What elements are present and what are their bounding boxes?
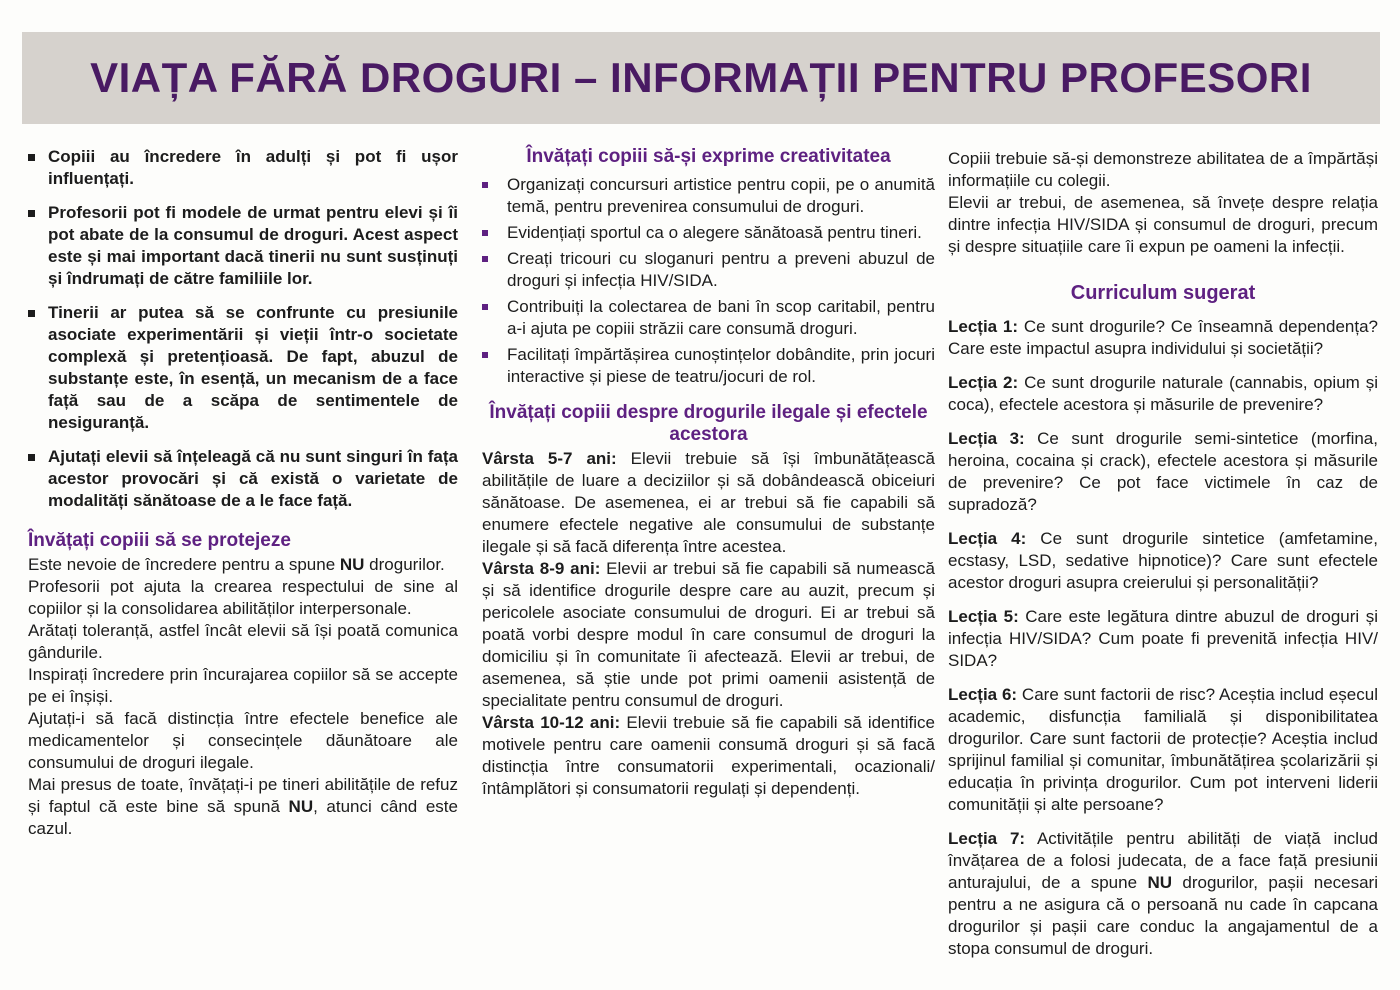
lesson-paragraph: Lecția 1: Ce sunt drogurile? Ce înseamnă dependența? Care este impactul asupra individului și societății? <box>948 317 1378 358</box>
square-bullet-icon <box>482 222 507 244</box>
paragraph: Arătați toleranță, astfel încât elevii să își poată comunica gândurile. <box>28 621 458 662</box>
bullet-item <box>482 248 935 292</box>
column-left <box>28 146 458 840</box>
lesson-label: Lecția 1: <box>948 317 1019 336</box>
bold-nu: NU <box>288 797 314 816</box>
square-bullet-icon <box>28 146 48 190</box>
column-middle <box>482 146 935 800</box>
paragraph: Mai presus de toate, învățați-i pe tineri abilitățile de refuz și faptul că este bine să spună NU, atunci când este cazul. <box>28 775 458 838</box>
bullet-text: Creați tricouri cu sloganuri pentru a preveni abuzul de droguri și infecția HIV/SIDA. <box>507 249 935 290</box>
lesson-label: Lecția 5: <box>948 607 1019 626</box>
title-band <box>22 32 1380 124</box>
lesson-paragraph: Lecția 6: Care sunt factorii de risc? Aceștia includ eșecul academic, disfuncția familială și disponibilitatea drogurilor. Care sunt factorii de protecție? Aceștia includ sprijinul familial și comunitar, îmbunătățirea școlarizării și educația în privința drogurilor. Cum pot interveni liderii comunității și alte persoane? <box>948 685 1378 814</box>
lesson-paragraph: Lecția 3: Ce sunt drogurile semi-sintetice (morfina, heroina, cocaina și crack), efectele acestora și măsurile de prevenire? Ce pot face victimele în caz de supradoză? <box>948 429 1378 514</box>
bullet-item <box>28 446 458 512</box>
bullet-item <box>482 296 935 340</box>
paragraph: Profesorii pot ajuta la crearea respectului de sine al copiilor și la consolidarea abilităților interpersonale. <box>28 577 458 618</box>
bullet-text: Ajutați elevii să înțeleagă că nu sunt singuri în fața acestor provocări și că există o varietate de modalități sănătoase de a le face față. <box>48 447 458 510</box>
bullet-item <box>28 202 458 290</box>
intro-paragraph: Elevii ar trebui, de asemenea, să învețe despre relația dintre infecția HIV/SIDA și consumul de droguri, precum și despre situațiile care îi expun pe oameni la infecții. <box>948 193 1378 256</box>
bullet-text: Tinerii ar putea să se confrunte cu presiunile asociate experimentării și vieții într-o societate complexă și pretențioasă. De fapt, abuzul de substanțe este, în esență, un mecanism de a face față sau de a scăpa de sentimentele de nesiguranță. <box>48 303 458 432</box>
bullet-text: Evidențiați sportul ca o alegere sănătoasă pentru tineri. <box>507 223 922 242</box>
age-paragraph: Vârsta 10-12 ani: Elevii trebuie să fie capabili să identifice motivele pentru care oamenii consumă droguri și să facă distincția între consumatorii experimentali, ocazionali/întâmplători și consumatorii regulați și dependenți. <box>482 713 935 798</box>
paragraph: Este nevoie de încredere pentru a spune NU drogurilor. <box>28 555 445 574</box>
heading-creativity: Învățați copiii să-și exprime creativitatea <box>526 146 891 167</box>
lesson-label: Lecția 7: <box>948 829 1026 848</box>
lesson-paragraph: Lecția 2: Ce sunt drogurile naturale (cannabis, opium și coca), efectele acestora și măsurile de prevenire? <box>948 373 1378 414</box>
square-bullet-icon <box>28 446 48 512</box>
age-paragraph: Vârsta 5-7 ani: Elevii trebuie să își îmbunătățească abilitățile de luare a deciziilor și să dobândească obiceiuri sănătoase. De asemenea, ei ar trebui să fie capabili să enumere efectele negative ale consumului de substanțe ilegale și să facă diferența între acestea. <box>482 449 935 556</box>
age-paragraph: Vârsta 8-9 ani: Elevii ar trebui să fie capabili să numească și să identifice drogurile despre care au auzit, precum și pericolele asociate consumului de droguri. Ei ar trebui să poată vorbi despre modul în care consumul de droguri la domiciliu și în comunitate îi afectează. Elevii ar trebui, de asemenea, să știe unde pot primi oamenii asistență de specialitate pentru consumul de droguri. <box>482 559 935 710</box>
bullet-item <box>482 222 935 244</box>
lesson-paragraph: Lecția 7: Activitățile pentru abilități de viață includ învățarea de a folosi judecata, de a face față presiunii anturajului, de a spune NU drogurilor, pașii necesari pentru a ne asigura că o persoană nu cade în capcana drogurilor și pașii care conduc la angajamentul de a stopa consumul de droguri. <box>948 829 1378 958</box>
bullet-text: Organizați concursuri artistice pentru copii, pe o anumită temă, pentru prevenirea consumului de droguri. <box>507 175 935 216</box>
lesson-label: Lecția 6: <box>948 685 1018 704</box>
lesson-label: Lecția 3: <box>948 429 1025 448</box>
bullet-text: Facilitați împărtășirea cunoștințelor dobândite, prin jocuri interactive și piese de teatru/jocuri de rol. <box>507 345 935 386</box>
lesson-paragraph: Lecția 5: Care este legătura dintre abuzul de droguri și infecția HIV/SIDA? Cum poate fi prevenită infecția HIV/ SIDA? <box>948 607 1378 670</box>
lesson-paragraph: Lecția 4: Ce sunt drogurile sintetice (amfetamine, ecstasy, LSD, sedative hipnotice)? Care sunt efectele acestor droguri asupra creierului și personalității? <box>948 529 1378 592</box>
bullet-item <box>482 344 935 388</box>
age-label: Vârsta 5-7 ani: <box>482 449 617 468</box>
square-bullet-icon <box>482 248 507 292</box>
square-bullet-icon <box>28 302 48 434</box>
lesson-label: Lecția 4: <box>948 529 1027 548</box>
bullet-text: Contribuiți la colectarea de bani în scop caritabil, pentru a-i ajuta pe copiii străzii care consumă droguri. <box>507 297 935 338</box>
bold-nu: NU <box>339 555 365 574</box>
bullet-item <box>482 174 935 218</box>
paragraph: Inspirați încredere prin încurajarea copiilor să se accepte pe ei înșiși. <box>28 665 458 706</box>
square-bullet-icon <box>28 202 48 290</box>
square-bullet-icon <box>482 296 507 340</box>
section-heading-protejeze: Învățați copiii să se protejeze <box>28 530 291 551</box>
age-label: Vârsta 10-12 ani: <box>482 713 621 732</box>
column-right <box>948 148 1378 972</box>
square-bullet-icon <box>482 174 507 218</box>
heading-curriculum: Curriculum sugerat <box>1070 282 1256 304</box>
page-title: VIAȚA FĂRĂ DROGURI – INFORMAȚII PENTRU PROFESORI <box>90 54 1312 101</box>
square-bullet-icon <box>482 344 507 388</box>
bullet-text: Profesorii pot fi modele de urmat pentru elevi și îi pot abate de la consumul de droguri. Acest aspect este și mai important dacă tinerii nu sunt susținuți și îndrumați de către familiile lor. <box>48 203 458 288</box>
bullet-item <box>28 146 458 190</box>
bullet-text: Copiii au încredere în adulți și pot fi ușor influențați. <box>48 147 458 188</box>
intro-paragraph: Copiii trebuie să-și demonstreze abilitatea de a împărtăși informațiile cu colegii. <box>948 149 1378 190</box>
lesson-label: Lecția 2: <box>948 373 1019 392</box>
age-label: Vârsta 8-9 ani: <box>482 559 601 578</box>
bullet-item <box>28 302 458 434</box>
paragraph: Ajutați-i să facă distincția între efectele benefice ale medicamentelor și consecințele dăunătoare ale consumului de droguri ilegale. <box>28 709 458 772</box>
bold-nu: NU <box>1147 873 1172 892</box>
heading-droguri-ilegale: Învățați copiii despre drogurile ilegale și efectele acestora <box>489 402 928 445</box>
